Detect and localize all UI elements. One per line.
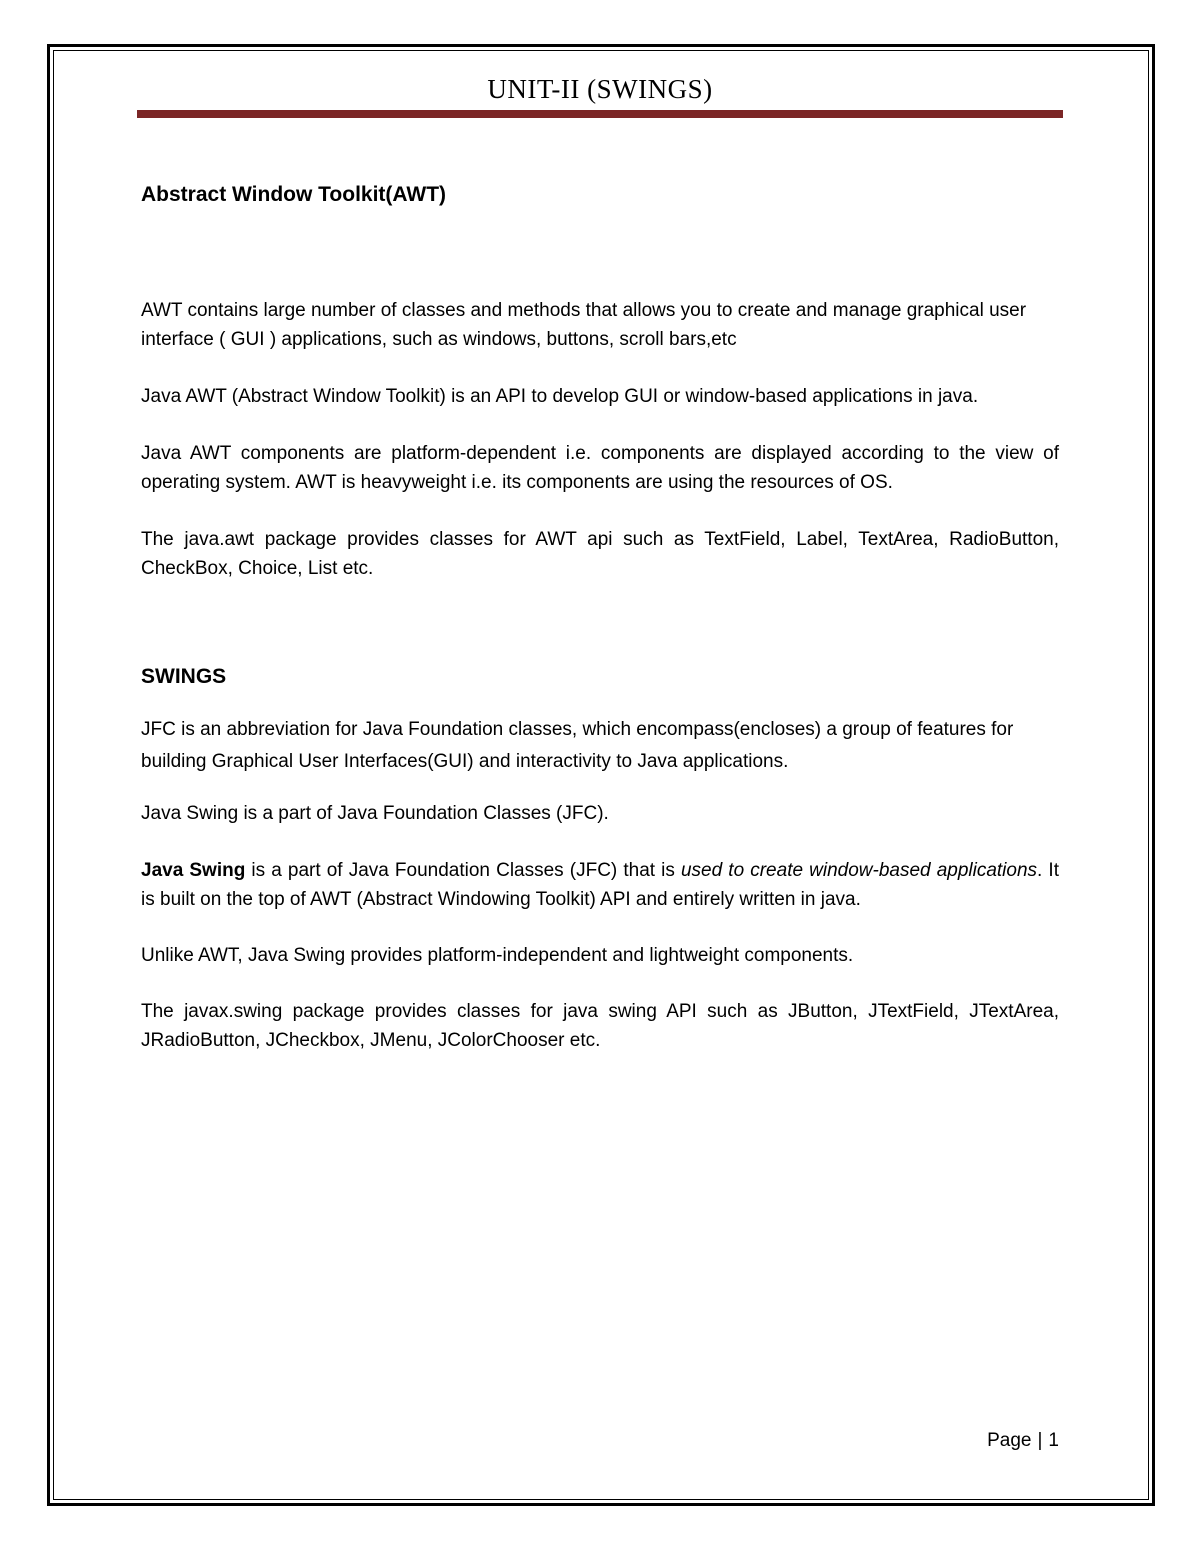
- swings-paragraph-3-emphasis: used to create window-based applications: [680, 860, 1038, 881]
- awt-paragraph-3: Java AWT components are platform-dependent i.e. components are displayed according to the view of operating system. AWT is heavyweight i.e. its components are using the resources of OS.: [141, 443, 1059, 493]
- swings-term: Java Swing: [141, 860, 246, 881]
- awt-heading: Abstract Window Toolkit(AWT): [141, 183, 447, 206]
- page-number: 1: [1048, 1430, 1059, 1451]
- header-rule: [137, 110, 1063, 118]
- awt-paragraph-1: AWT contains large number of classes and methods that allows you to create and manage graphical user interface ( GUI ) applications, such as windows, buttons, scroll bars,etc: [141, 300, 1027, 350]
- document-body: [141, 180, 1059, 1055]
- swings-paragraph-3: [141, 856, 1059, 914]
- swings-paragraph-1: JFC is an abbreviation for Java Foundation classes, which encompass(encloses) a group of features for building Graphical User Interfaces(GUI) and interactivity to Java applications.: [141, 719, 1014, 772]
- page-footer: [987, 1430, 1059, 1452]
- page-separator: |: [1037, 1430, 1043, 1451]
- swings-paragraph-3-end: . It is built on the top of AWT (Abstract Windowing Toolkit) API and entirely written in java.: [141, 860, 1059, 910]
- swings-paragraph-3-mid: is a part of Java Foundation Classes (JFC) that is: [245, 860, 681, 881]
- page-header-title: UNIT-II (SWINGS): [487, 74, 713, 104]
- page-label: Page: [987, 1430, 1032, 1451]
- swings-paragraph-5: The javax.swing package provides classes for java swing API such as JButton, JTextField, JTextArea, JRadioButton, JCheckbox, JMenu, JColorChooser etc.: [141, 1001, 1059, 1051]
- awt-paragraph-4: The java.awt package provides classes for AWT api such as TextField, Label, TextArea, RadioButton, CheckBox, Choice, List etc.: [141, 529, 1059, 579]
- swings-paragraph-4: Unlike AWT, Java Swing provides platform-independent and lightweight components.: [141, 945, 854, 966]
- swings-paragraph-2: Java Swing is a part of Java Foundation Classes (JFC).: [141, 803, 609, 824]
- swings-heading: SWINGS: [141, 665, 227, 688]
- awt-paragraph-2: Java AWT (Abstract Window Toolkit) is an API to develop GUI or window-based applications in java.: [141, 386, 979, 407]
